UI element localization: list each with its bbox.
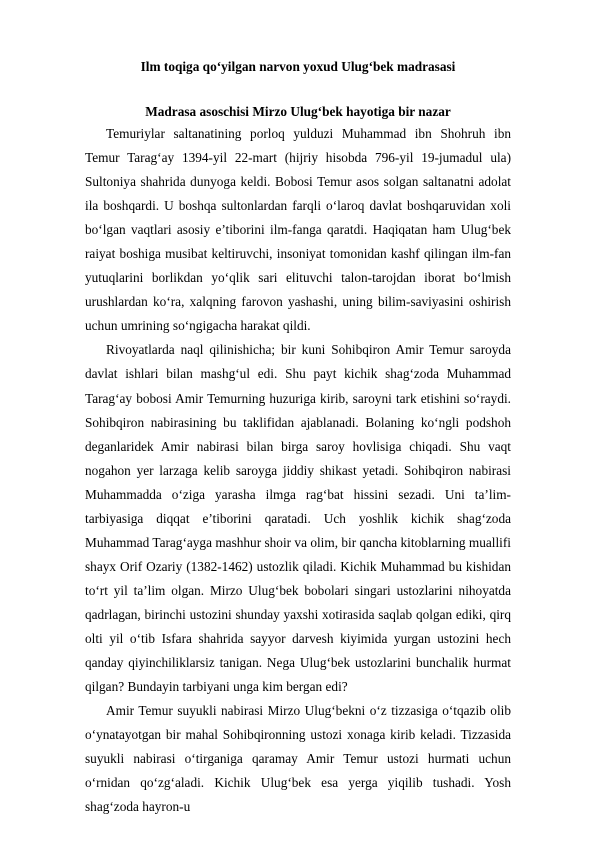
document-body xyxy=(85,122,511,819)
document-subtitle: Madrasa asoschisi Mirzo Ulug‘bek hayotiga bir nazar xyxy=(145,104,451,119)
paragraph: Amir Temur suyukli nabirasi Mirzo Ulug‘bekni o‘z tizzasiga o‘tqazib olib o‘ynatayotgan bir mahal Sohibqironning ustozi xonaga kirib keladi. Tizzasida suyukli nabirasi o‘tirganiga qaramay Amir Temur ustozi hurmati uchun o‘rnidan qo‘zg‘aladi. Kichik Ulug‘bek esa yerga yiqilib tushadi. Yosh shag‘zoda hayron-u xyxy=(85,703,511,815)
paragraph: Temuriylar saltanatining porloq yulduzi Muhammad ibn Shohruh ibn Temur Tarag‘ay 1394-yil 22-mart (hijriy hisobda 796-yil 19-jumadul ula) Sultoniya shahrida dunyoga keldi. Bobosi Temur asos solgan saltanatni adolat ila boshqardi. U boshqa sultonlardan farqli o‘laroq davlat boshqaruvidan xoli bo‘lgan vaqtlari asosiy e’tiborini ilm-fanga qaratdi. Haqiqatan ham Ulug‘bek raiyat boshiga musibat keltiruvchi, insoniyat tomonidan kashf qilingan ilm-fan yutuqlarini borlikdan yo‘qlik sari elituvchi talon-tarojdan iborat bo‘lmish urushlardan ko‘ra, xalqning farovon yashashi, uning bilim-saviyasini oshirish uchun umrining so‘ngigacha harakat qildi. xyxy=(85,126,511,334)
document-title: Ilm toqiga qo‘yilgan narvon yoxud Ulug‘bek madrasasi xyxy=(140,59,456,74)
paragraph: Rivoyatlarda naql qilinishicha; bir kuni Sohibqiron Amir Temur saroyda davlat ishlari bilan mashg‘ul edi. Shu payt kichik shag‘zoda Muhammad Tarag‘ay bobosi Amir Temurning huzuriga kirib, saroyni tark etishini so‘raydi. Sohibqiron nabirasining bu taklifidan ajablanadi. Bolaning ko‘ngli podshoh deganlaridek Amir nabirasi bilan birga saroy hovlisiga chiqadi. Shu vaqt nogahon yer larzaga kelib saroyga jiddiy shikast yetadi. Sohibqiron nabirasi Muhammadda o‘ziga yarasha ilmga rag‘bat hissini sezadi. Uni ta’lim-tarbiyasiga diqqat e’tiborini qaratadi. Uch yoshlik kichik shag‘zoda Muhammad Tarag‘ayga mashhur shoir va olim, bir qancha kitoblarning muallifi shayx Orif Ozariy (1382-1462) ustozlik qiladi. Kichik Muhammad bu kishidan to‘rt yil ta’lim olgan. Mirzo Ulug‘bek bobolari singari ustozlarini nihoyatda qadrlagan, birinchi ustozini shunday yaxshi xotirasida saqlab qolgan ediki, qirq olti yil o‘tib Isfara shahrida sayyor darvesh kiyimida yurgan ustozini hech qanday qiyinchiliklarsiz tanigan. Nega Ulug‘bek ustozlarini bunchalik hurmat qilgan? Bundayin tarbiyani unga kim bergan edi? xyxy=(85,342,511,695)
